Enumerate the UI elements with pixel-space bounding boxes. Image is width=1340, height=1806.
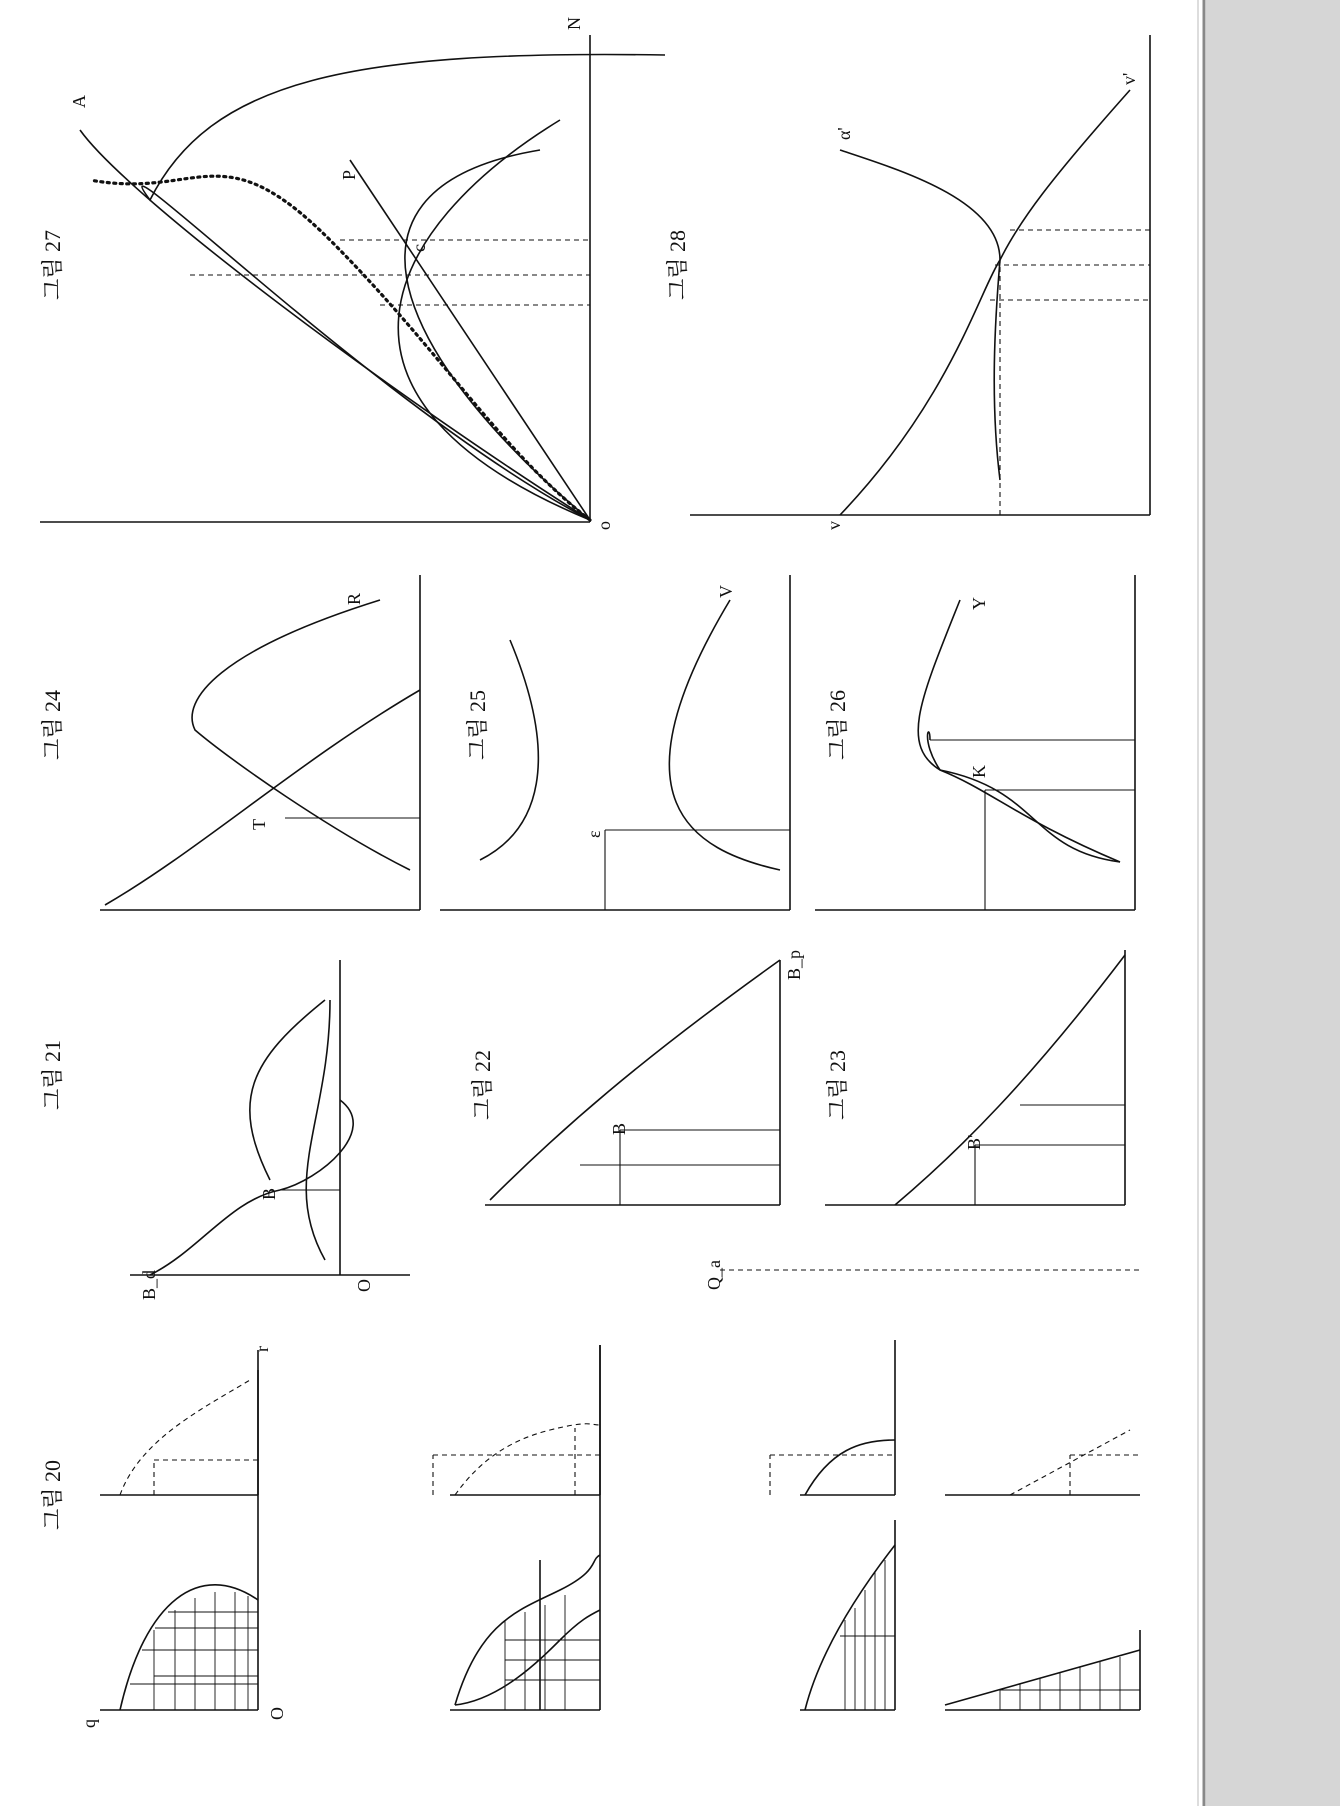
fig24-label-R: R xyxy=(344,592,364,605)
fig21-label-Bd: B_d xyxy=(139,1269,159,1300)
fig22-label-B: B xyxy=(609,1122,629,1135)
fig20-label-r: r xyxy=(252,1346,272,1352)
fig26-label-Y: Y xyxy=(969,597,989,610)
fig27-label-A: A xyxy=(69,95,89,108)
fig25-label-V: V xyxy=(716,585,736,598)
fig28-label-v-prime: v' xyxy=(1119,72,1139,85)
caption-fig-23: 그림 23 xyxy=(825,1049,850,1120)
caption-fig-20: 그림 20 xyxy=(40,1459,65,1530)
fig26-label-K: K xyxy=(969,765,989,778)
fig27-label-P: P xyxy=(339,169,359,180)
fig20-label-O-1: O xyxy=(267,1707,287,1720)
caption-fig-26: 그림 26 xyxy=(825,689,850,760)
label-Qa: Q_a xyxy=(704,1260,724,1290)
fig24-label-T: T xyxy=(249,819,269,830)
fig21-label-B: B xyxy=(259,1187,279,1200)
fig22-label-Bp: B_p xyxy=(784,949,804,980)
fig20-label-q: q xyxy=(79,1719,99,1728)
caption-fig-28: 그림 28 xyxy=(665,229,690,300)
caption-fig-27: 그림 27 xyxy=(40,229,65,300)
fig28-label-v: v xyxy=(824,521,844,530)
fig23-label-Bprime: B' xyxy=(964,1134,984,1150)
caption-fig-25: 그림 25 xyxy=(465,689,490,760)
fig25-label-epsilon: ε xyxy=(584,830,604,838)
caption-fig-24: 그림 24 xyxy=(40,689,65,760)
caption-fig-22: 그림 22 xyxy=(470,1049,495,1120)
fig21-label-O: O xyxy=(354,1279,374,1292)
fig27-label-o: o xyxy=(594,521,614,530)
caption-fig-21: 그림 21 xyxy=(40,1039,65,1110)
fig27-label-c: c xyxy=(409,244,429,252)
fig27-label-N: N xyxy=(564,17,584,30)
fig28-label-alpha-prime: α' xyxy=(834,127,854,140)
